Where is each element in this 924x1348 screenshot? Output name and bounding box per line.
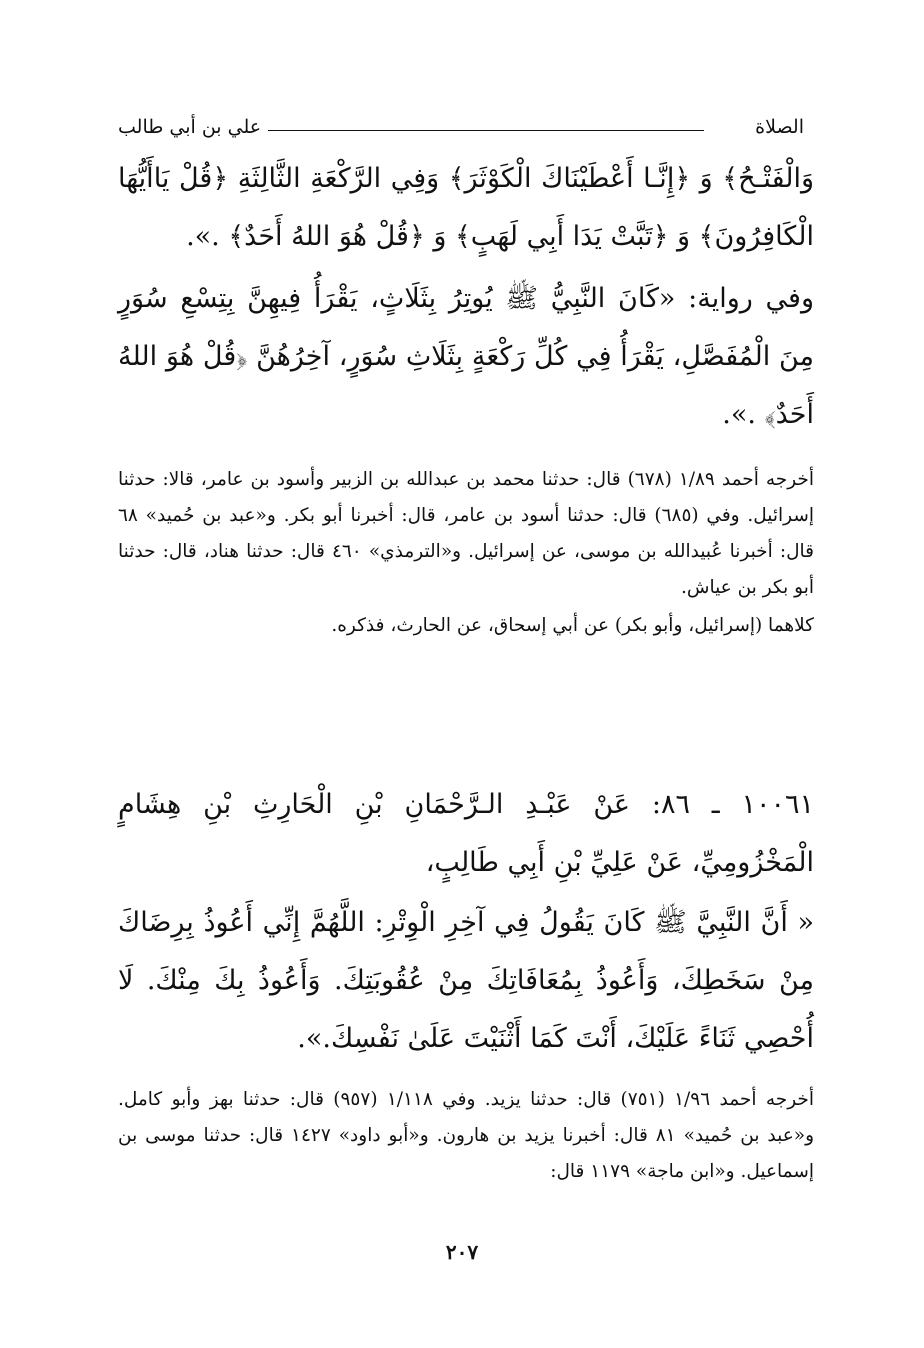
header-rule xyxy=(268,130,704,131)
takhrij-note-2 xyxy=(118,1082,814,1190)
takhrij-note xyxy=(118,462,814,644)
hadith-chain: ١٠٠٦١ ـ ٨٦: عَنْ عَبْـدِ الـرَّحْمَانِ بْنِ الْحَارِثِ بْنِ هِشَامٍ الْمَخْزُومِيِّ، عَنْ عَلِيِّ بْنِ أَبِي طَالِبٍ، xyxy=(118,789,815,878)
takhrij-summary: كلاهما (إسرائيل، وأبو بكر) عن أبي إسحاق، عن الحارث، فذكره. xyxy=(331,615,814,636)
author-name: علي بن أبي طالب xyxy=(118,116,262,138)
hadith-variant-paragraph: وفي رواية: «كَانَ النَّبِيُّ ﷺ يُوتِرُ بِثَلَاثٍ، يَقْرَأُ فِيهِنَّ بِتِسْعِ سُوَرٍ مِنَ الْمُفَصَّلِ، يَقْرَأُ فِي كُلِّ رَكْعَةٍ بِثَلَاثِ سُوَرٍ، آخِرُهُنَّ ﴿قُلْ هُوَ اللهُ أَحَدٌ﴾ .». xyxy=(118,283,814,430)
hadith-86 xyxy=(118,776,814,1068)
hadith-text-continued xyxy=(118,150,814,444)
hadith-matn: « أَنَّ النَّبِيَّ ﷺ كَانَ يَقُولُ فِي آخِرِ الْوِتْرِ: اللَّهُمَّ إِنِّي أَعُوذُ بِرِضَاكَ مِنْ سَخَطِكَ، وَأَعُوذُ بِمُعَافَاتِكَ مِنْ عُقُوبَتِكَ. وَأَعُوذُ بِكَ مِنْكَ. لَا أُحْصِي ثَنَاءً عَلَيْكَ، أَنْتَ كَمَا أَثْنَيْتَ عَلَىٰ نَفْسِكَ.». xyxy=(118,907,814,1054)
takhrij-paragraph: أخرجه أحمد ١/٨٩ (٦٧٨) قال: حدثنا محمد بن عبدالله بن الزبير وأسود بن عامر، قالا: حدثنا إسرائيل. وفي (٦٨٥) قال: حدثنا أسود بن عامر، قال: أخبرنا أبو بكر. و«عبد بن حُميد» ٦٨ قال: أخبرنا عُبيدالله بن موسى، عن إسرائيل. و«الترمذي» ٤٦٠ قال: حدثنا هناد، قال: حدثنا أبو بكر بن عياش. xyxy=(118,469,814,598)
page-number: ٢٠٧ xyxy=(445,1240,479,1264)
section-title: الصلاة xyxy=(755,116,804,138)
hadith-paragraph: وَالْفَتْـحُ﴾ وَ ﴿إِنَّـا أَعْطَيْنَاكَ الْكَوْثَرَ﴾ وَفِي الرَّكْعَةِ الثَّالِثَةِ ﴿قُلْ يَاأَيُّهَا الْكَافِرُونَ﴾ وَ ﴿تَبَّتْ يَدَا أَبِي لَهَبٍ﴾ وَ ﴿قُلْ هُوَ اللهُ أَحَدٌ﴾ .». xyxy=(118,163,814,252)
takhrij-paragraph-2: أخرجه أحمد ١/٩٦ (٧٥١) قال: حدثنا يزيد. وفي ١/١١٨ (٩٥٧) قال: حدثنا بهز وأبو كامل. و«عبد بن حُميد» ٨١ قال: أخبرنا يزيد بن هارون. و«أبو داود» ١٤٢٧ قال: حدثنا موسى بن إسماعيل. و«ابن ماجة» ١١٧٩ قال: xyxy=(118,1089,814,1182)
running-header xyxy=(118,116,804,146)
